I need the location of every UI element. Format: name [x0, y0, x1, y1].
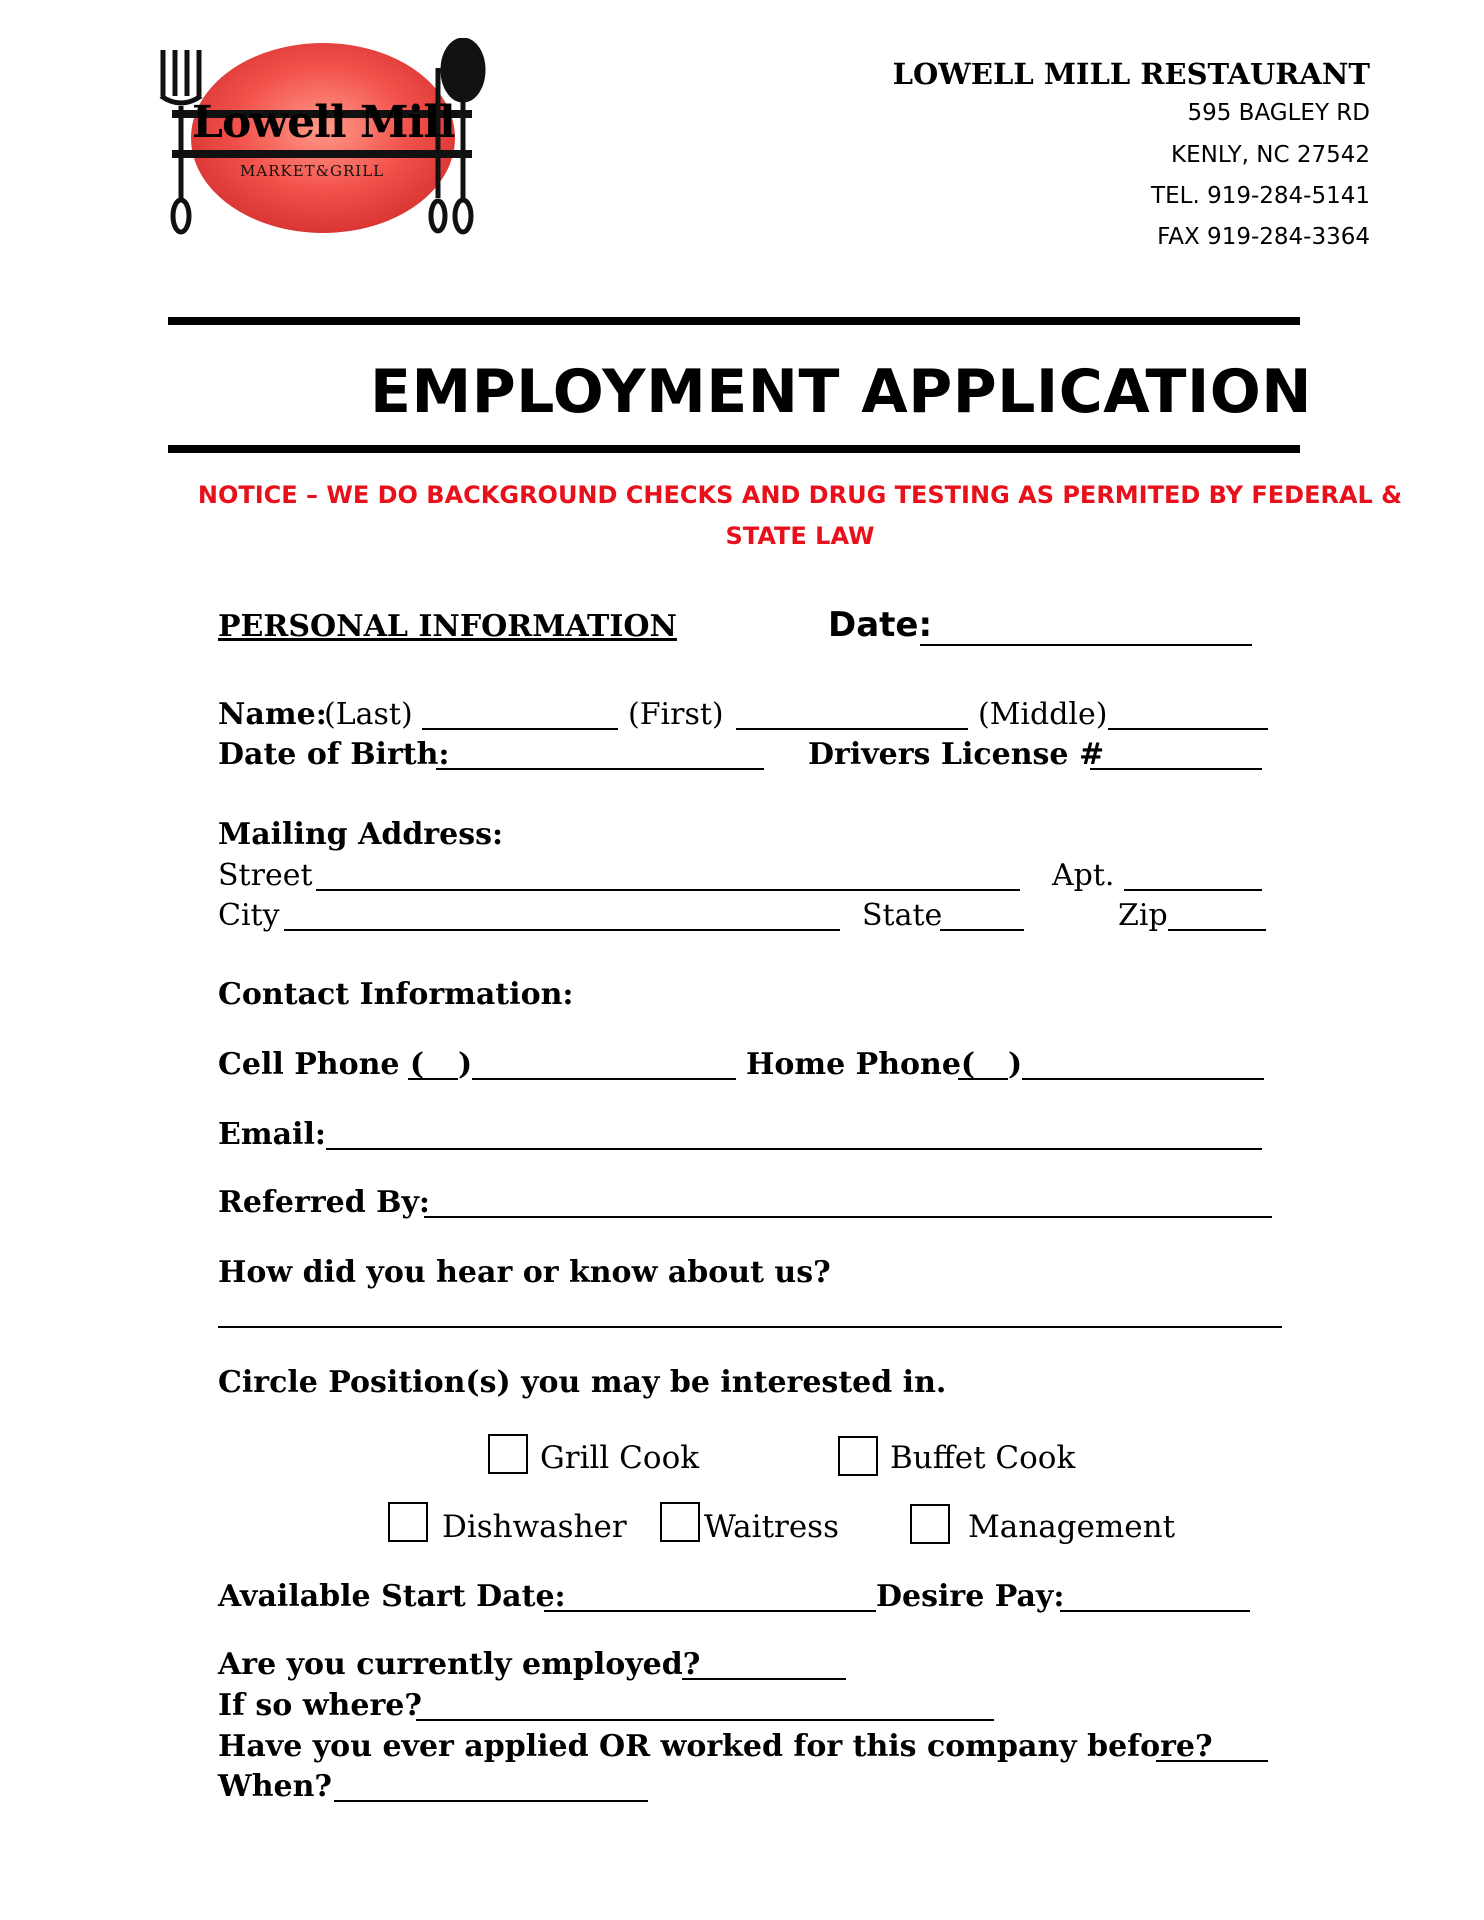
cell-phone-input[interactable] — [472, 1050, 736, 1080]
home-area-code-input[interactable] — [958, 1050, 1008, 1080]
personal-info-heading-text: PERSONAL INFORMATION — [218, 609, 677, 644]
address-line-2: KENLY, NC 27542 — [1171, 142, 1370, 168]
where-label: If so where? — [218, 1688, 422, 1723]
restaurant-name: LOWELL MILL RESTAURANT — [892, 57, 1370, 91]
hear-about-label: How did you hear or know about us? — [218, 1255, 831, 1290]
home-phone-input[interactable] — [1022, 1050, 1264, 1080]
city-label: City — [218, 898, 280, 933]
logo — [158, 38, 498, 238]
notice-line-2: STATE LAW — [725, 522, 875, 550]
notice-line-1: NOTICE – WE DO BACKGROUND CHECKS AND DRUG TESTING AS PERMITED BY FEDERAL & — [197, 481, 1403, 509]
zip-input[interactable] — [1168, 901, 1266, 931]
date-label: Date: — [828, 605, 933, 645]
street-label: Street — [218, 858, 313, 893]
logo-name: Lowell Mill — [192, 97, 455, 148]
grill-cook-label: Grill Cook — [540, 1440, 700, 1476]
start-date-label: Available Start Date: — [218, 1579, 566, 1614]
cell-phone-close: ) — [458, 1047, 473, 1082]
middle-label: (Middle) — [978, 697, 1108, 732]
management-label: Management — [968, 1509, 1176, 1545]
title-rule-bottom — [168, 445, 1300, 453]
page-title: EMPLOYMENT APPLICATION — [370, 357, 1313, 427]
dishwasher-checkbox[interactable] — [388, 1502, 428, 1542]
applied-before-label: Have you ever applied OR worked for this company before? — [218, 1729, 1213, 1764]
name-label: Name: — [218, 697, 327, 732]
buffet-cook-checkbox[interactable] — [838, 1436, 878, 1476]
address-line-1: 595 BAGLEY RD — [1187, 100, 1370, 126]
title-rule-top — [168, 317, 1300, 325]
management-checkbox[interactable] — [910, 1504, 950, 1544]
dob-input[interactable] — [436, 740, 764, 770]
zip-label: Zip — [1118, 898, 1168, 933]
waitress-label: Waitress — [704, 1509, 840, 1545]
currently-employed-input[interactable] — [682, 1650, 846, 1680]
first-name-input[interactable] — [736, 700, 968, 730]
email-label: Email: — [218, 1117, 326, 1152]
first-label: (First) — [628, 697, 724, 732]
when-label: When? — [218, 1769, 332, 1804]
street-input[interactable] — [316, 861, 1020, 891]
middle-name-input[interactable] — [1108, 700, 1268, 730]
license-label: Drivers License # — [808, 737, 1105, 772]
fax: FAX 919-284-3364 — [1157, 224, 1370, 250]
telephone: TEL. 919-284-5141 — [1151, 183, 1370, 209]
email-input[interactable] — [326, 1120, 1262, 1150]
license-input[interactable] — [1090, 740, 1262, 770]
date-input[interactable] — [920, 616, 1252, 646]
logo-tagline: MARKET&GRILL — [240, 162, 385, 180]
positions-heading: Circle Position(s) you may be interested in. — [218, 1365, 947, 1400]
home-phone-label: Home Phone( — [746, 1047, 976, 1082]
state-label: State — [862, 898, 943, 933]
mailing-address-label: Mailing Address: — [218, 817, 504, 852]
dishwasher-label: Dishwasher — [442, 1509, 627, 1545]
apt-input[interactable] — [1124, 861, 1262, 891]
cell-area-code-input[interactable] — [408, 1050, 458, 1080]
referred-by-label: Referred By: — [218, 1185, 430, 1220]
hear-about-input[interactable] — [218, 1298, 1282, 1328]
buffet-cook-label: Buffet Cook — [890, 1440, 1076, 1476]
home-phone-close: ) — [1008, 1047, 1023, 1082]
waitress-checkbox[interactable] — [660, 1502, 700, 1542]
grill-cook-checkbox[interactable] — [488, 1434, 528, 1474]
currently-employed-label: Are you currently employed? — [218, 1647, 701, 1682]
desire-pay-input[interactable] — [1060, 1582, 1250, 1612]
state-input[interactable] — [940, 901, 1024, 931]
apt-label: Apt. — [1052, 858, 1115, 893]
personal-info-heading — [218, 608, 705, 646]
cell-phone-label: Cell Phone ( — [218, 1047, 425, 1082]
when-input[interactable] — [334, 1772, 648, 1802]
dob-label: Date of Birth: — [218, 737, 450, 772]
applied-before-input[interactable] — [1156, 1732, 1268, 1762]
where-input[interactable] — [416, 1691, 994, 1721]
last-label: (Last) — [324, 697, 413, 732]
start-date-input[interactable] — [544, 1582, 876, 1612]
last-name-input[interactable] — [422, 700, 618, 730]
contact-info-heading: Contact Information: — [218, 977, 574, 1012]
desire-pay-label: Desire Pay: — [876, 1579, 1065, 1614]
city-input[interactable] — [284, 901, 840, 931]
referred-by-input[interactable] — [424, 1188, 1272, 1218]
